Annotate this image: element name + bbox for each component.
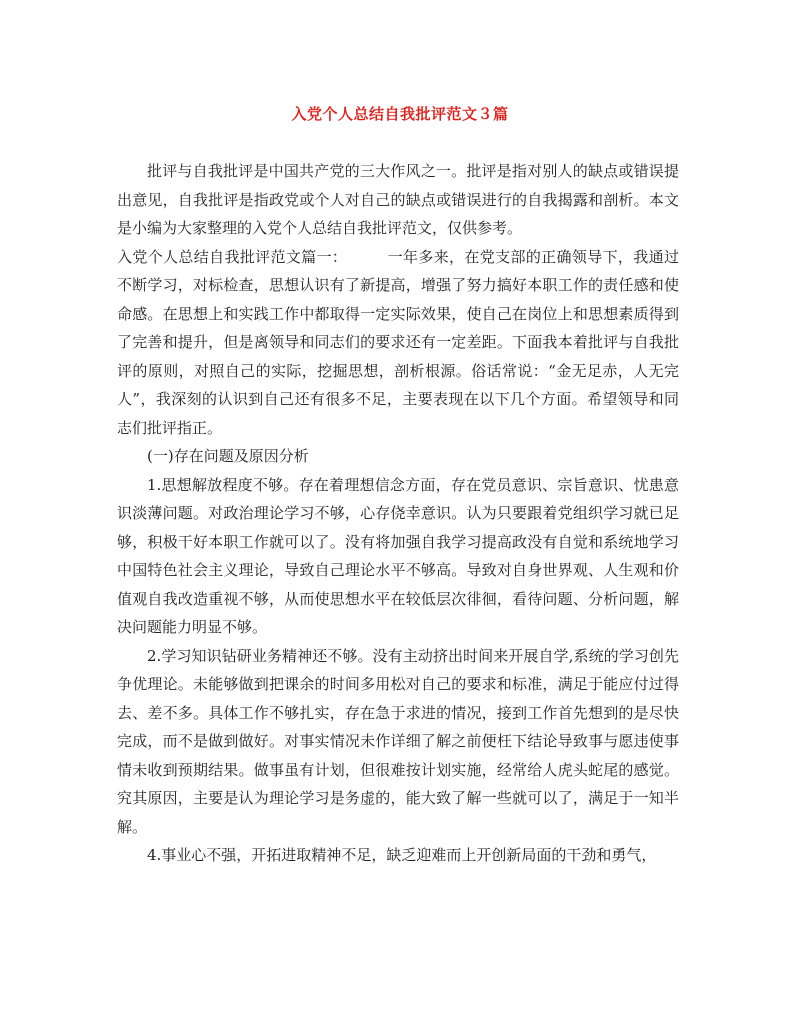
intro-paragraph: 批评与自我批评是中国共产党的三大作风之一。批评是指对别人的缺点或错误提出意见，自我批评是指政党或个人对自己的缺点或错误进行的自我揭露和剖析。本文是小编为大家整理的入党个人总结自我批评范文，仅供参考。 [117,162,679,237]
document-body [117,157,679,870]
point-1: 1.思想解放程度不够。存在着理想信念方面，存在党员意识、宗旨意识、忧患意识淡薄问题。对政治理论学习不够，心存侥幸意识。认为只要跟着党组织学习就已足够，积极干好本职工作就可以了。没有将加强自我学习提高政没有自觉和系统地学习中国特色社会主义理论，导致自己理论水平不够高。导致对自身世界观、人生观和价值观自我改造重视不够，从而使思想水平在较低层次徘徊，看待问题、分析问题，解决问题能力明显不够。 [117,475,679,636]
point-2: 2.学习知识钻研业务精神还不够。没有主动挤出时间来开展自学,系统的学习创先争优理论。未能够做到把课余的时间多用松对自己的要求和标准，满足于能应付过得去、差不多。具体工作不够扎实，存在急于求进的情况，接到工作首先想到的是尽快完成，而不是做到做好。对事实情况未作详细了解之前便枉下结论导致事与愿违使事情未收到预期结果。做事虽有计划，但很难按计划实施，经常给人虎头蛇尾的感觉。究其原因，主要是认为理论学习是务虚的，能大致了解一些就可以了，满足于一知半解。 [117,646,679,836]
section-heading: (一)存在问题及原因分析 [147,447,309,465]
essay-paragraph [117,243,679,443]
essay-label: 入党个人总结自我批评范文篇一： [117,247,348,266]
essay-opening: 一年多来，在党支部的正确领导下，我通过不断学习，对标检查，思想认识有了新提高，增强了努力搞好本职工作的责任感和使命感。在思想上和实践工作中都取得一定实际效果，使自己在岗位上和思想素质得到了完善和提升，但是离领导和同志们的要求还有一定差距。下面我本着批评与自我批评的原则，对照自己的实际，挖掘思想，剖析根源。俗话常说：“金无足赤，人无完人”，我深刻的认识到自己还有很多不足，主要表现在以下几个方面。希望领导和同志们批评指正。 [117,247,679,437]
document-title: 入党个人总结自我批评范文３篇 [291,105,509,123]
point-4: 4.事业心不强，开拓进取精神不足，缺乏迎难而上开创新局面的干劲和勇气， [147,846,657,864]
